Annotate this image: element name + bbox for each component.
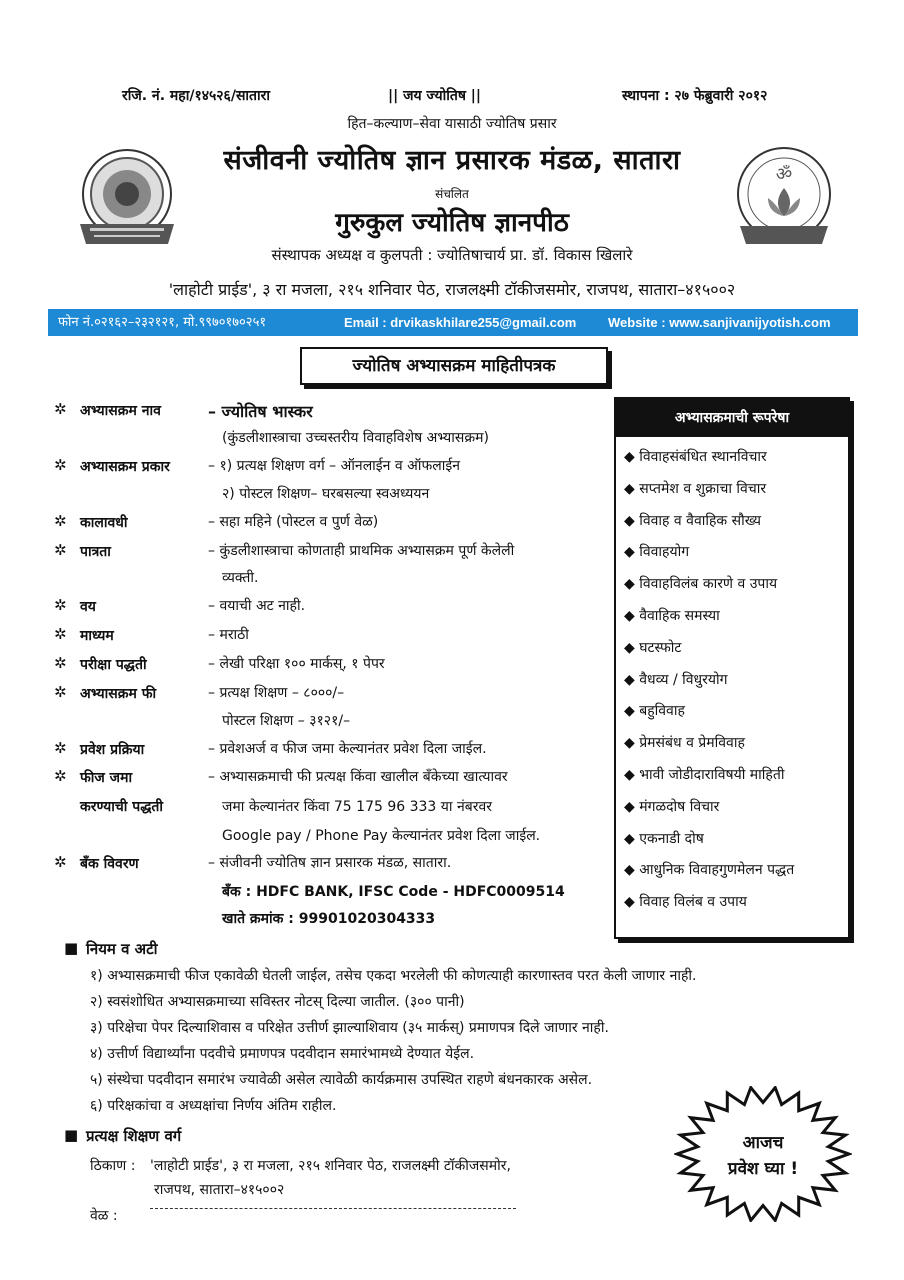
course-type-label: अभ्यासक्रम प्रकार bbox=[80, 459, 170, 475]
diamond-bullet-icon: ◆ bbox=[624, 862, 640, 879]
exam-label: परीक्षा पद्धती bbox=[80, 657, 147, 673]
diamond-bullet-icon: ◆ bbox=[624, 830, 640, 847]
age-value: – वयाची अट नाही. bbox=[208, 598, 306, 614]
asterisk-icon: ✲ bbox=[54, 625, 67, 643]
diamond-bullet-icon: ◆ bbox=[624, 544, 640, 561]
place-line-2: राजपथ, सातारा–४१५००२ bbox=[154, 1182, 285, 1198]
asterisk-icon: ✲ bbox=[54, 767, 67, 785]
payment-line-2: जमा केल्यानंतर किंवा 75 175 96 333 या नंबरवर bbox=[222, 799, 492, 815]
diamond-bullet-icon: ◆ bbox=[624, 671, 640, 688]
starburst-shape bbox=[674, 1086, 852, 1222]
rule-item: ६) परिक्षकांचा व अध्यक्षांचा निर्णय अंतिम राहील. bbox=[90, 1098, 337, 1114]
burst-line-2: प्रवेश घ्या ! bbox=[727, 1159, 799, 1179]
eligibility-line-2: व्यक्ती. bbox=[222, 570, 259, 586]
time-blank-line bbox=[150, 1208, 516, 1209]
outline-item bbox=[624, 797, 719, 816]
outline-item-label: विवाह विलंब व उपाय bbox=[639, 894, 747, 911]
asterisk-icon: ✲ bbox=[54, 683, 67, 701]
gurukul-name: गुरुकुल ज्योतिष ज्ञानपीठ bbox=[335, 208, 569, 238]
burst-line-1: आजच bbox=[742, 1133, 784, 1153]
fee-postal: पोस्टल शिक्षण – ३१२१/– bbox=[222, 713, 351, 729]
outline-item-label: विवाहसंबंधित स्थानविचार bbox=[639, 449, 767, 465]
asterisk-icon: ✲ bbox=[54, 739, 67, 757]
square-bullet-icon: ■ bbox=[64, 939, 79, 957]
registration-number: रजि. नं. महा/१४५२६/सातारा bbox=[122, 88, 271, 104]
rule-item: १) अभ्यासक्रमाची फीज एकावेळी घेतली जाईल, तसेच एकदा भरलेली फी कोणत्याही कारणास्तव परत केली जाणार नाही. bbox=[90, 968, 697, 984]
outline-item bbox=[624, 574, 777, 593]
outline-item bbox=[624, 701, 685, 720]
info-booklet-title: ज्योतिष अभ्यासक्रम माहितीपत्रक bbox=[300, 347, 608, 385]
class-heading: प्रत्यक्ष शिक्षण वर्ग bbox=[86, 1127, 182, 1145]
left-seal-logo bbox=[72, 146, 182, 248]
diamond-bullet-icon: ◆ bbox=[624, 703, 640, 720]
outline-item-label: आधुनिक विवाहगुणमेलन पद्धत bbox=[639, 862, 795, 879]
email-link[interactable]: Email : drvikaskhilare255@gmail.com bbox=[344, 315, 577, 330]
bank-line-2: बँक : HDFC BANK, IFSC Code - HDFC0009514 bbox=[222, 884, 565, 900]
bank-label: बँक विवरण bbox=[80, 856, 139, 872]
time-label: वेळ : bbox=[90, 1208, 118, 1224]
fee-label: अभ्यासक्रम फी bbox=[80, 686, 157, 702]
course-outline-box bbox=[614, 397, 850, 939]
phone-numbers: फोन नं.०२१६२–२३२१२१, मो.९९७०१७०२५१ bbox=[58, 315, 267, 330]
place-label: ठिकाण : bbox=[90, 1158, 136, 1174]
diamond-bullet-icon: ◆ bbox=[624, 512, 640, 529]
outline-item-label: वैधव्य / विधुरयोग bbox=[639, 671, 728, 688]
outline-item bbox=[624, 479, 766, 498]
diamond-bullet-icon: ◆ bbox=[624, 735, 640, 752]
outline-item bbox=[624, 733, 745, 752]
outline-item bbox=[624, 447, 767, 466]
diamond-bullet-icon: ◆ bbox=[624, 639, 640, 656]
payment-label-1: फीज जमा bbox=[80, 770, 133, 786]
asterisk-icon: ✲ bbox=[54, 853, 67, 871]
asterisk-icon: ✲ bbox=[54, 400, 67, 418]
age-label: वय bbox=[80, 599, 96, 615]
sanchalit: संचलित bbox=[435, 187, 469, 201]
exam-value: – लेखी परिक्षा १०० मार्कस्, १ पेपर bbox=[208, 656, 385, 672]
diamond-bullet-icon: ◆ bbox=[624, 449, 640, 465]
diamond-bullet-icon: ◆ bbox=[624, 767, 640, 783]
asterisk-icon: ✲ bbox=[54, 654, 67, 672]
outline-item-label: एकनाडी दोष bbox=[639, 830, 704, 847]
course-name: – ज्योतिष भास्कर bbox=[208, 402, 313, 421]
outline-item-label: सप्तमेश व शुक्राचा विचार bbox=[639, 480, 767, 497]
outline-item-label: बहुविवाह bbox=[639, 703, 685, 720]
org-name: संजीवनी ज्योतिष ज्ञान प्रसारक मंडळ, सातारा bbox=[223, 145, 681, 176]
diamond-bullet-icon: ◆ bbox=[624, 798, 640, 815]
eligibility-line-1: – कुंडलीशास्त्राचा कोणताही प्राथमिक अभ्यासक्रम पूर्ण केलेली bbox=[208, 543, 515, 559]
duration-value: – सहा महिने (पोस्टल व पुर्ण वेळ) bbox=[208, 514, 379, 530]
diamond-bullet-icon: ◆ bbox=[624, 576, 640, 593]
svg-text:ॐ: ॐ bbox=[775, 164, 793, 185]
bank-line-1: – संजीवनी ज्योतिष ज्ञान प्रसारक मंडळ, सातारा. bbox=[208, 855, 452, 871]
fee-direct: – प्रत्यक्ष शिक्षण – ८०००/– bbox=[208, 685, 345, 701]
outline-item-label: विवाह व वैवाहिक सौख्य bbox=[639, 512, 762, 529]
outline-item-label: मंगळदोष विचार bbox=[639, 798, 720, 815]
course-type-2: २) पोस्टल शिक्षण– घरबसल्या स्वअध्ययन bbox=[222, 486, 430, 502]
admission-value: – प्रवेशअर्ज व फीज जमा केल्यानंतर प्रवेश दिला जाईल. bbox=[208, 741, 487, 757]
course-type-1: – १) प्रत्यक्ष शिक्षण वर्ग – ऑनलाईन व ऑफलाईन bbox=[208, 458, 461, 474]
asterisk-icon: ✲ bbox=[54, 596, 67, 614]
asterisk-icon: ✲ bbox=[54, 512, 67, 530]
outline-item bbox=[624, 892, 747, 911]
website-link[interactable]: Website : www.sanjivanijyotish.com bbox=[608, 315, 831, 330]
tagline: हित–कल्याण–सेवा यासाठी ज्योतिष प्रसार bbox=[347, 116, 557, 132]
jay-jyotish: || जय ज्योतिष || bbox=[388, 88, 482, 104]
eligibility-label: पात्रता bbox=[80, 544, 111, 560]
rule-item: ४) उत्तीर्ण विद्यार्थ्यांना पदवीचे प्रमाणपत्र पदवीदान समारंभामध्ये देण्यात येईल. bbox=[90, 1046, 475, 1062]
outline-item bbox=[624, 829, 704, 848]
rules-heading: नियम व अटी bbox=[86, 940, 158, 958]
rule-item: ५) संस्थेचा पदवीदान समारंभ ज्यावेळी असेल त्यावेळी कार्यक्रमास उपस्थित राहणे बंधनकारक असेल. bbox=[90, 1072, 593, 1088]
outline-item bbox=[624, 860, 794, 879]
asterisk-icon: ✲ bbox=[54, 541, 67, 559]
outline-item-label: विवाहविलंब कारणे व उपाय bbox=[639, 576, 778, 593]
outline-item-label: घटस्फोट bbox=[639, 639, 682, 656]
outline-item bbox=[624, 511, 761, 530]
course-description: (कुंडलीशास्त्राचा उच्चस्तरीय विवाहविशेष अभ्यासक्रम) bbox=[222, 430, 489, 446]
payment-label-2: करण्याची पद्धती bbox=[80, 799, 164, 815]
outline-item bbox=[624, 670, 728, 689]
admission-burst-badge bbox=[674, 1086, 852, 1222]
diamond-bullet-icon: ◆ bbox=[624, 608, 640, 624]
course-name-label: अभ्यासक्रम नाव bbox=[80, 403, 161, 419]
outline-item bbox=[624, 638, 681, 657]
diamond-bullet-icon: ◆ bbox=[624, 894, 640, 911]
rule-item: २) स्वसंशोधित अभ्यासक्रमाच्या सविस्तर नोटस् दिल्या जातील. (३०० पानी) bbox=[90, 994, 465, 1010]
course-outline-title: अभ्यासक्रमाची रूपरेषा bbox=[616, 399, 848, 437]
outline-item bbox=[624, 606, 720, 625]
outline-item-label: वैवाहिक समस्या bbox=[639, 608, 720, 624]
outline-item bbox=[624, 542, 689, 561]
outline-item-label: प्रेमसंबंध व प्रेमविवाह bbox=[639, 735, 745, 752]
founder-line: संस्थापक अध्यक्ष व कुलपती : ज्योतिषाचार्य प्रा. डॉ. विकास खिलारे bbox=[271, 246, 633, 264]
payment-line-3: Google pay / Phone Pay केल्यानंतर प्रवेश दिला जाईल. bbox=[222, 828, 541, 844]
medium-label: माध्यम bbox=[80, 628, 114, 644]
bank-account-number: खाते क्रमांक : 99901020304333 bbox=[222, 911, 436, 927]
rule-item: ३) परिक्षेचा पेपर दिल्याशिवास व परिक्षेत उत्तीर्ण झाल्याशिवाय (३५ मार्कस्) प्रमाणपत्र दिले जाणार नाही. bbox=[90, 1020, 609, 1036]
duration-label: कालावधी bbox=[80, 515, 128, 531]
place-line-1: 'लाहोटी प्राईड', ३ रा मजला, २१५ शनिवार पेठ, राजलक्ष्मी टॉकीजसमोर, bbox=[150, 1158, 511, 1174]
payment-line-1: – अभ्यासक्रमाची फी प्रत्यक्ष किंवा खालील बँकेच्या खात्यावर bbox=[208, 769, 508, 785]
outline-item bbox=[624, 765, 784, 784]
outline-item-label: भावी जोडीदाराविषयी माहिती bbox=[639, 767, 785, 783]
asterisk-icon: ✲ bbox=[54, 456, 67, 474]
rules-list bbox=[90, 966, 697, 1122]
medium-value: – मराठी bbox=[208, 627, 249, 643]
right-lotus-logo bbox=[728, 144, 840, 248]
established-date: स्थापना : २७ फेब्रुवारी २०१२ bbox=[622, 88, 768, 104]
square-bullet-icon: ■ bbox=[64, 1126, 79, 1144]
outline-item-label: विवाहयोग bbox=[639, 544, 690, 561]
diamond-bullet-icon: ◆ bbox=[624, 480, 640, 497]
address-line: 'लाहोटी प्राईड', ३ रा मजला, २१५ शनिवार पेठ, राजलक्ष्मी टॉकीजसमोर, राजपथ, सातारा–४१५००२ bbox=[168, 280, 736, 299]
admission-label: प्रवेश प्रक्रिया bbox=[80, 742, 145, 758]
contact-bar bbox=[48, 309, 858, 336]
